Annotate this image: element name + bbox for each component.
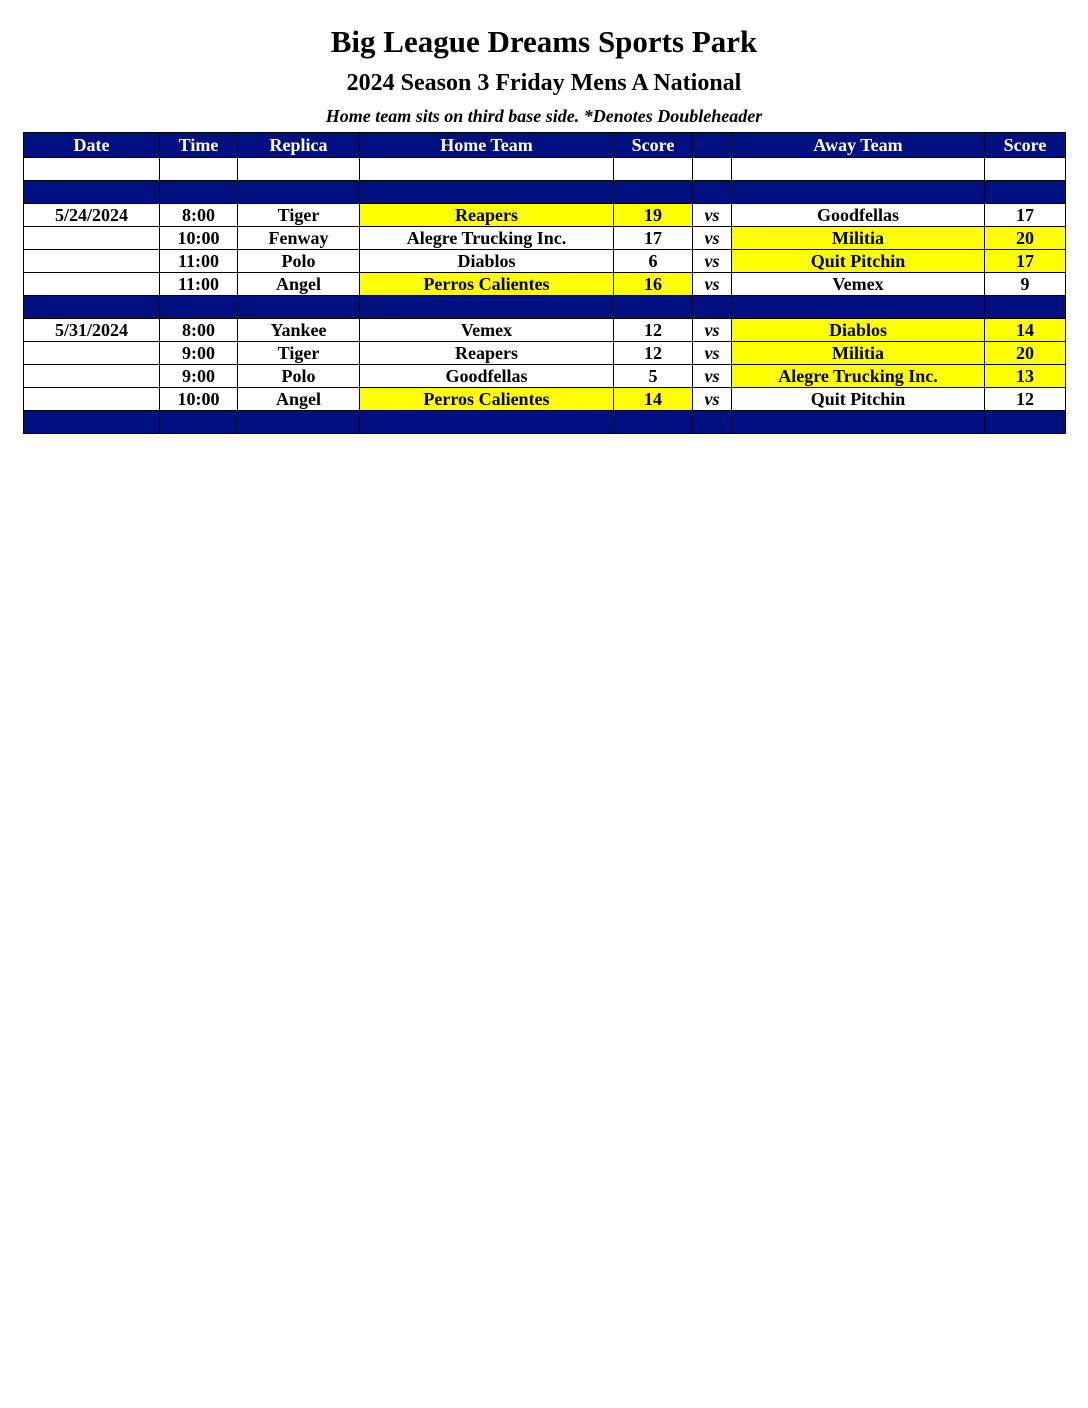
away-team-cell: Vemex xyxy=(732,273,985,296)
blank-cell xyxy=(160,158,238,181)
date-cell xyxy=(24,388,160,411)
time-cell: 11:00 xyxy=(160,250,238,273)
separator-cell xyxy=(24,411,160,434)
separator-cell xyxy=(985,296,1066,319)
home-score-cell: 16 xyxy=(614,273,693,296)
separator-cell xyxy=(732,296,985,319)
separator-cell xyxy=(732,411,985,434)
date-cell xyxy=(24,342,160,365)
replica-cell: Polo xyxy=(238,365,360,388)
vs-label: vs xyxy=(693,204,732,227)
away-score-cell: 12 xyxy=(985,388,1066,411)
vs-label: vs xyxy=(693,250,732,273)
column-header-vs xyxy=(693,133,732,158)
date-cell: 5/24/2024 xyxy=(24,204,160,227)
column-header-replica: Replica xyxy=(238,133,360,158)
game-row xyxy=(24,250,1066,273)
blank-cell xyxy=(24,158,160,181)
time-cell: 11:00 xyxy=(160,273,238,296)
blank-cell xyxy=(360,158,614,181)
separator-cell xyxy=(693,181,732,204)
away-score-cell: 13 xyxy=(985,365,1066,388)
separator-row xyxy=(24,181,1066,204)
time-cell: 9:00 xyxy=(160,342,238,365)
column-header-home-score: Score xyxy=(614,133,693,158)
game-row xyxy=(24,319,1066,342)
home-team-cell: Perros Calientes xyxy=(360,273,614,296)
home-team-cell: Reapers xyxy=(360,342,614,365)
home-score-cell: 12 xyxy=(614,319,693,342)
date-cell xyxy=(24,250,160,273)
away-team-cell: Alegre Trucking Inc. xyxy=(732,365,985,388)
replica-cell: Tiger xyxy=(238,342,360,365)
header-row xyxy=(24,133,1066,158)
separator-cell xyxy=(693,296,732,319)
away-score-cell: 20 xyxy=(985,342,1066,365)
date-cell xyxy=(24,273,160,296)
blank-row xyxy=(24,158,1066,181)
replica-cell: Tiger xyxy=(238,204,360,227)
game-row xyxy=(24,342,1066,365)
column-header-time: Time xyxy=(160,133,238,158)
blank-cell xyxy=(732,158,985,181)
replica-cell: Polo xyxy=(238,250,360,273)
column-header-home-team: Home Team xyxy=(360,133,614,158)
separator-cell xyxy=(238,181,360,204)
date-cell xyxy=(24,365,160,388)
away-team-cell: Militia xyxy=(732,342,985,365)
away-score-cell: 20 xyxy=(985,227,1066,250)
separator-cell xyxy=(160,411,238,434)
separator-cell xyxy=(614,181,693,204)
replica-cell: Yankee xyxy=(238,319,360,342)
separator-cell xyxy=(732,181,985,204)
doubleheader-note: Home team sits on third base side. *Denotes Doubleheader xyxy=(325,106,763,126)
home-team-cell: Alegre Trucking Inc. xyxy=(360,227,614,250)
replica-cell: Angel xyxy=(238,273,360,296)
separator-cell xyxy=(24,296,160,319)
separator-cell xyxy=(614,296,693,319)
game-row xyxy=(24,388,1066,411)
time-cell: 9:00 xyxy=(160,365,238,388)
time-cell: 10:00 xyxy=(160,388,238,411)
home-score-cell: 5 xyxy=(614,365,693,388)
away-team-cell: Militia xyxy=(732,227,985,250)
vs-label: vs xyxy=(693,365,732,388)
time-cell: 10:00 xyxy=(160,227,238,250)
separator-row xyxy=(24,296,1066,319)
vs-label: vs xyxy=(693,319,732,342)
away-score-cell: 14 xyxy=(985,319,1066,342)
home-team-cell: Perros Calientes xyxy=(360,388,614,411)
vs-label: vs xyxy=(693,342,732,365)
game-row xyxy=(24,273,1066,296)
schedule-table xyxy=(23,132,1066,434)
replica-cell: Angel xyxy=(238,388,360,411)
date-cell xyxy=(24,227,160,250)
away-score-cell: 17 xyxy=(985,250,1066,273)
page-title: Big League Dreams Sports Park xyxy=(330,24,758,59)
separator-cell xyxy=(985,411,1066,434)
column-header-date: Date xyxy=(24,133,160,158)
vs-label: vs xyxy=(693,388,732,411)
separator-row xyxy=(24,411,1066,434)
column-header-away-team: Away Team xyxy=(732,133,985,158)
separator-cell xyxy=(160,181,238,204)
schedule-body xyxy=(24,158,1066,434)
page-subtitle: 2024 Season 3 Friday Mens A National xyxy=(346,70,742,96)
away-team-cell: Goodfellas xyxy=(732,204,985,227)
separator-cell xyxy=(160,296,238,319)
vs-label: vs xyxy=(693,227,732,250)
separator-cell xyxy=(614,411,693,434)
home-score-cell: 19 xyxy=(614,204,693,227)
home-team-cell: Goodfellas xyxy=(360,365,614,388)
away-score-cell: 17 xyxy=(985,204,1066,227)
time-cell: 8:00 xyxy=(160,319,238,342)
blank-cell xyxy=(985,158,1066,181)
home-score-cell: 6 xyxy=(614,250,693,273)
vs-label: vs xyxy=(693,273,732,296)
game-row xyxy=(24,365,1066,388)
separator-cell xyxy=(360,411,614,434)
away-score-cell: 9 xyxy=(985,273,1066,296)
separator-cell xyxy=(238,411,360,434)
separator-cell xyxy=(24,181,160,204)
separator-cell xyxy=(360,181,614,204)
away-team-cell: Diablos xyxy=(732,319,985,342)
home-score-cell: 17 xyxy=(614,227,693,250)
separator-cell xyxy=(238,296,360,319)
time-cell: 8:00 xyxy=(160,204,238,227)
home-team-cell: Diablos xyxy=(360,250,614,273)
game-row xyxy=(24,204,1066,227)
replica-cell: Fenway xyxy=(238,227,360,250)
column-header-away-score: Score xyxy=(985,133,1066,158)
blank-cell xyxy=(693,158,732,181)
away-team-cell: Quit Pitchin xyxy=(732,250,985,273)
away-team-cell: Quit Pitchin xyxy=(732,388,985,411)
separator-cell xyxy=(693,411,732,434)
date-cell: 5/31/2024 xyxy=(24,319,160,342)
home-team-cell: Vemex xyxy=(360,319,614,342)
home-score-cell: 12 xyxy=(614,342,693,365)
home-score-cell: 14 xyxy=(614,388,693,411)
game-row xyxy=(24,227,1066,250)
blank-cell xyxy=(614,158,693,181)
home-team-cell: Reapers xyxy=(360,204,614,227)
separator-cell xyxy=(985,181,1066,204)
blank-cell xyxy=(238,158,360,181)
separator-cell xyxy=(360,296,614,319)
